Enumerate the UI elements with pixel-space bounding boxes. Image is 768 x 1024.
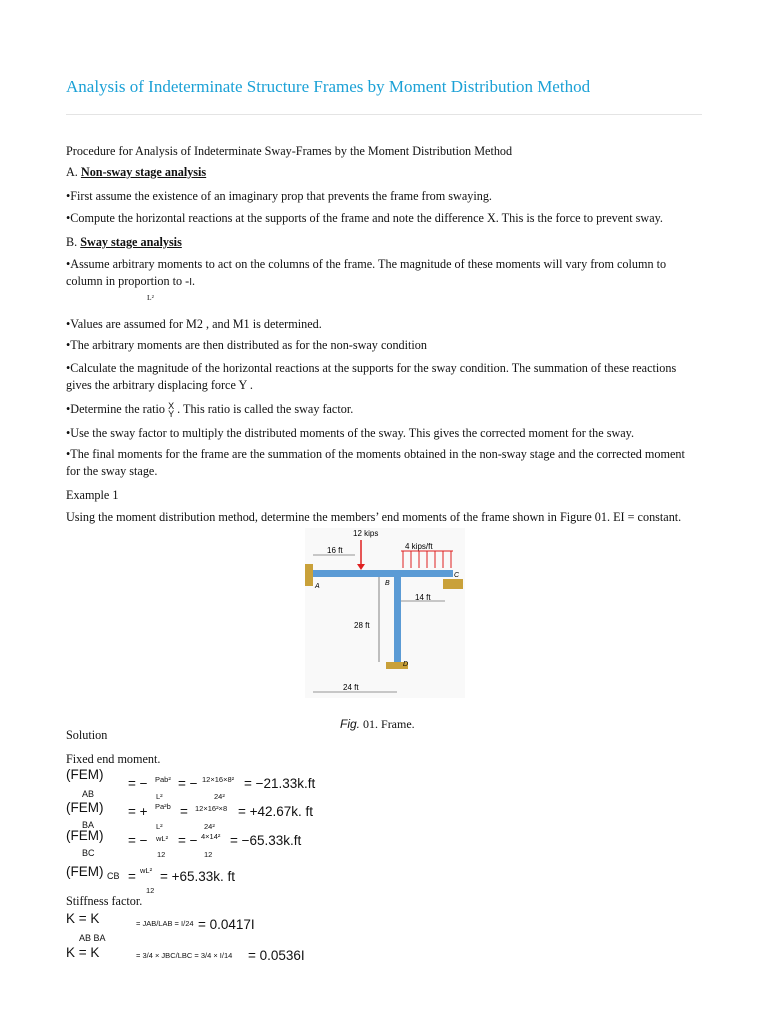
fem-ab-result: = −21.33k.ft (244, 776, 316, 791)
fem-ab-mid: = − (178, 776, 198, 791)
example-title: Example 1 (66, 488, 119, 502)
fem-cb-frac: wL² (140, 866, 153, 875)
fem-cb-sub: CB (107, 871, 120, 881)
fem-bc-mid: = − (178, 833, 198, 848)
fem-bc-result: = −65.33k.ft (230, 833, 302, 848)
node-a-label: A (315, 583, 320, 590)
udl-label: 4 kips/ft (405, 542, 433, 551)
stiff-2-lhs: K = K (66, 945, 100, 960)
column-bd (394, 577, 401, 662)
dim-28-label: 28 ft (354, 621, 370, 630)
fem-ba-result: = +42.67k. ft (238, 804, 314, 819)
procedure-heading: Procedure for Analysis of Indeterminate Sway-Frames by the Moment Distribution Method (66, 144, 513, 158)
fem-bc-expr: = − (128, 833, 148, 848)
b-item-4: •Calculate the magnitude of the horizontal reactions at the supports for the sway condition. The summation of these reactions gives the arbitrary displacing force Y . (66, 361, 677, 392)
section-a-heading (66, 164, 696, 181)
fem-bc-frac: wL² (156, 834, 169, 843)
solution-label: Solution (66, 728, 108, 742)
title-divider (66, 114, 702, 115)
stiff-1-expr: = JAB/LAB = I/24 (136, 919, 194, 928)
fem-cb-expr: = (128, 869, 136, 884)
beam-ac (313, 570, 453, 577)
b-item-2: •Values are assumed for M2 , and M1 is determined. (66, 317, 322, 331)
dim-16-label: 16 ft (327, 546, 343, 555)
node-b-label: B (385, 580, 390, 587)
frame-figure (305, 528, 465, 698)
point-load-label: 12 kips (353, 529, 379, 538)
fixed-support-a (305, 564, 313, 586)
fem-ab-den: L² (156, 792, 163, 801)
caption-fig: Fig. (340, 717, 361, 731)
example-text: Using the moment distribution method, determine the members’ end moments of the frame shown in Figure 01. EI = constant. (66, 510, 682, 524)
b-item-5-text: •Determine the ratio (66, 402, 166, 416)
section-a-label: Non-sway stage analysis (80, 165, 207, 179)
fem-cb-lhs: (FEM) (66, 864, 104, 879)
section-b-letter: B. (66, 235, 78, 249)
fem-ba-lhs: (FEM) (66, 800, 104, 815)
dim-14-label: 14 ft (415, 593, 431, 602)
b-item-1: •Assume arbitrary moments to act on the columns of the frame. The magnitude of these moments will vary from column to column in proportion to -I. (66, 257, 667, 288)
section-a-letter: A. (66, 165, 78, 179)
fem-bc-num2: 4×14² (201, 832, 221, 841)
fem-ba-frac: Pa²b (155, 802, 171, 811)
page-title: Analysis of Indeterminate Structure Frames by Moment Distribution Method (66, 77, 591, 96)
b-item-7: •The final moments for the frame are the summation of the moments obtained in the non-sway stage and the corrected moment for the sway stage. (66, 447, 685, 478)
node-d-label: D (403, 661, 409, 668)
b-item-3: •The arbitrary moments are then distributed as for the non-sway condition (66, 338, 427, 352)
section-b-label: Sway stage analysis (80, 235, 182, 249)
roller-support-c (443, 579, 463, 589)
section-b-heading (66, 234, 696, 251)
dim-24-label: 24 ft (343, 683, 359, 692)
caption-rest: 01. Frame. (363, 717, 415, 731)
fem-ba-mid: = (180, 804, 188, 819)
stiff-2-expr: = 3/4 × JBC/LBC = 3/4 × I/14 (136, 951, 233, 960)
fem-ab-den2: 24² (214, 792, 225, 801)
b-item-5: •Determine the ratio X Y . This ratio is called the sway factor. (66, 401, 354, 420)
fem-bc-den: 12 (157, 850, 166, 859)
stiff-1-lhs: K = K (66, 911, 100, 926)
fem-ab-num2: 12×16×8² (202, 775, 235, 784)
fem-cb-den: 12 (146, 886, 155, 895)
fem-ab-lhs: (FEM) (66, 767, 104, 782)
fem-ab-frac: Pab² (155, 775, 171, 784)
fem-bc-sub: BC (82, 848, 95, 858)
l-squared-denominator: L² (147, 293, 154, 302)
fem-bc-den2: 12 (204, 850, 213, 859)
stiff-1-subs: AB BA (79, 933, 106, 943)
fem-ba-den2: 24² (204, 822, 215, 831)
fem-cb-result: = +65.33k. ft (160, 869, 236, 884)
fem-ba-den: L² (156, 822, 163, 831)
fem-heading: Fixed end moment. (66, 752, 161, 766)
stiff-2-result: = 0.0536I (248, 948, 305, 963)
b-item-5-rest: . This ratio is called the sway factor. (177, 402, 354, 416)
b-item-6: •Use the sway factor to multiply the distributed moments of the sway. This gives the corrected moment for the sway. (66, 426, 635, 440)
a-item-1: •First assume the existence of an imaginary prop that prevents the frame from swaying. (66, 189, 492, 203)
fem-ab-sub: AB (82, 789, 95, 799)
stiff-1-result: = 0.0417I (198, 917, 255, 932)
b-item-1-text: •Assume arbitrary moments to act on the columns of the frame. The magnitude of these moments will vary from column to column in proportion to - (66, 257, 667, 288)
fem-ab-expr: = − (128, 776, 148, 791)
fem-ba-sub: BA (82, 820, 95, 830)
a-item-2: •Compute the horizontal reactions at the supports of the frame and note the difference X. This is the force to prevent sway. (66, 211, 663, 225)
fem-ba-expr: = + (128, 804, 148, 819)
node-c-label: C (454, 572, 460, 579)
stiffness-heading: Stiffness factor. (66, 894, 143, 908)
fem-ba-num2: 12×16²×8 (195, 804, 228, 813)
fem-bc-lhs: (FEM) (66, 828, 104, 843)
